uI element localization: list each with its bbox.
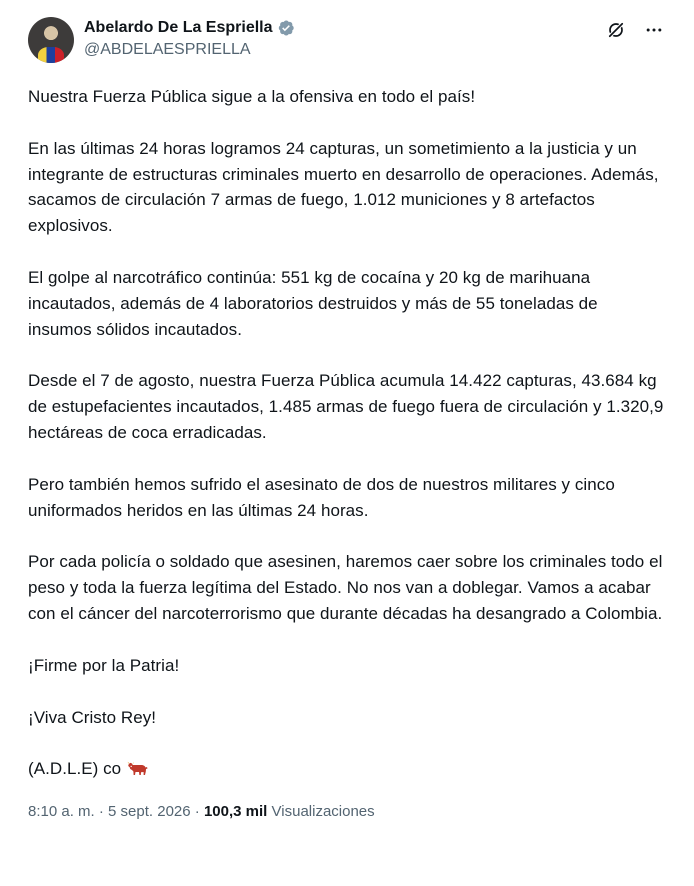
tweet-paragraph: En las últimas 24 horas logramos 24 capturas, un sometimiento a la justicia y un integrante de estructuras criminales muerto en desarrollo de operaciones. Además, sacamos de circulación 7 armas de fuego, 1.012 municiones y 8 artefactos explosivos. (28, 138, 659, 236)
verified-badge-icon[interactable] (277, 19, 295, 37)
views-count[interactable]: 100,3 mil (203, 803, 268, 821)
tweet-header (28, 16, 666, 72)
meta-separator: · (190, 803, 204, 821)
more-options-icon[interactable] (644, 20, 664, 40)
avatar[interactable] (28, 17, 74, 63)
author-handle[interactable]: @ABDELAESPRIELLA (84, 41, 251, 58)
tweet-paragraph: Desde el 7 de agosto, nuestra Fuerza Pública acumula 14.422 capturas, 43.684 kg de estupefacientes incautados, 1.485 armas de fuego fuera de circulación y 1.320,9 hectáreas de coca erradicadas. (28, 371, 664, 442)
tweet-paragraph: Pero también hemos sufrido el asesinato de dos de nuestros militares y cinco uniformados heridos en las últimas 24 horas. (28, 474, 615, 520)
author-name-row (84, 18, 295, 38)
tweet-paragraph: El golpe al narcotráfico continúa: 551 kg de cocaína y 20 kg de marihuana incautados, además de 4 laboratorios destruidos y más de 55 toneladas de insumos sólidos incautados. (28, 267, 598, 339)
tweet-metadata (28, 802, 666, 822)
tweet-paragraph: ¡Firme por la Patria! (28, 655, 180, 675)
author-info (84, 18, 295, 60)
tweet-time[interactable]: 8:10 a. m. (28, 803, 95, 821)
views-label[interactable]: Visualizaciones (271, 803, 375, 821)
bull-emoji-icon (127, 761, 149, 777)
tweet-paragraph: Por cada policía o soldado que asesinen, haremos caer sobre los criminales todo el peso y toda la fuerza legítima del Estado. No nos van a doblegar. Vamos a acabar con el cáncer del narcoterrorismo que durante décadas ha desangrado a Colombia. (28, 552, 663, 623)
tweet-signature: (A.D.L.E) co (28, 759, 122, 779)
grok-icon[interactable] (606, 20, 626, 40)
author-display-name[interactable]: Abelardo De La Espriella (84, 19, 273, 36)
tweet-paragraph: ¡Viva Cristo Rey! (28, 707, 157, 727)
tweet-text (28, 84, 666, 782)
tweet-date[interactable]: 5 sept. 2026 (108, 803, 191, 821)
tweet-signature-row (28, 756, 666, 782)
tweet-paragraph: Nuestra Fuerza Pública sigue a la ofensiva en todo el país! (28, 87, 476, 106)
header-actions (606, 20, 664, 40)
meta-separator: · (94, 803, 109, 821)
